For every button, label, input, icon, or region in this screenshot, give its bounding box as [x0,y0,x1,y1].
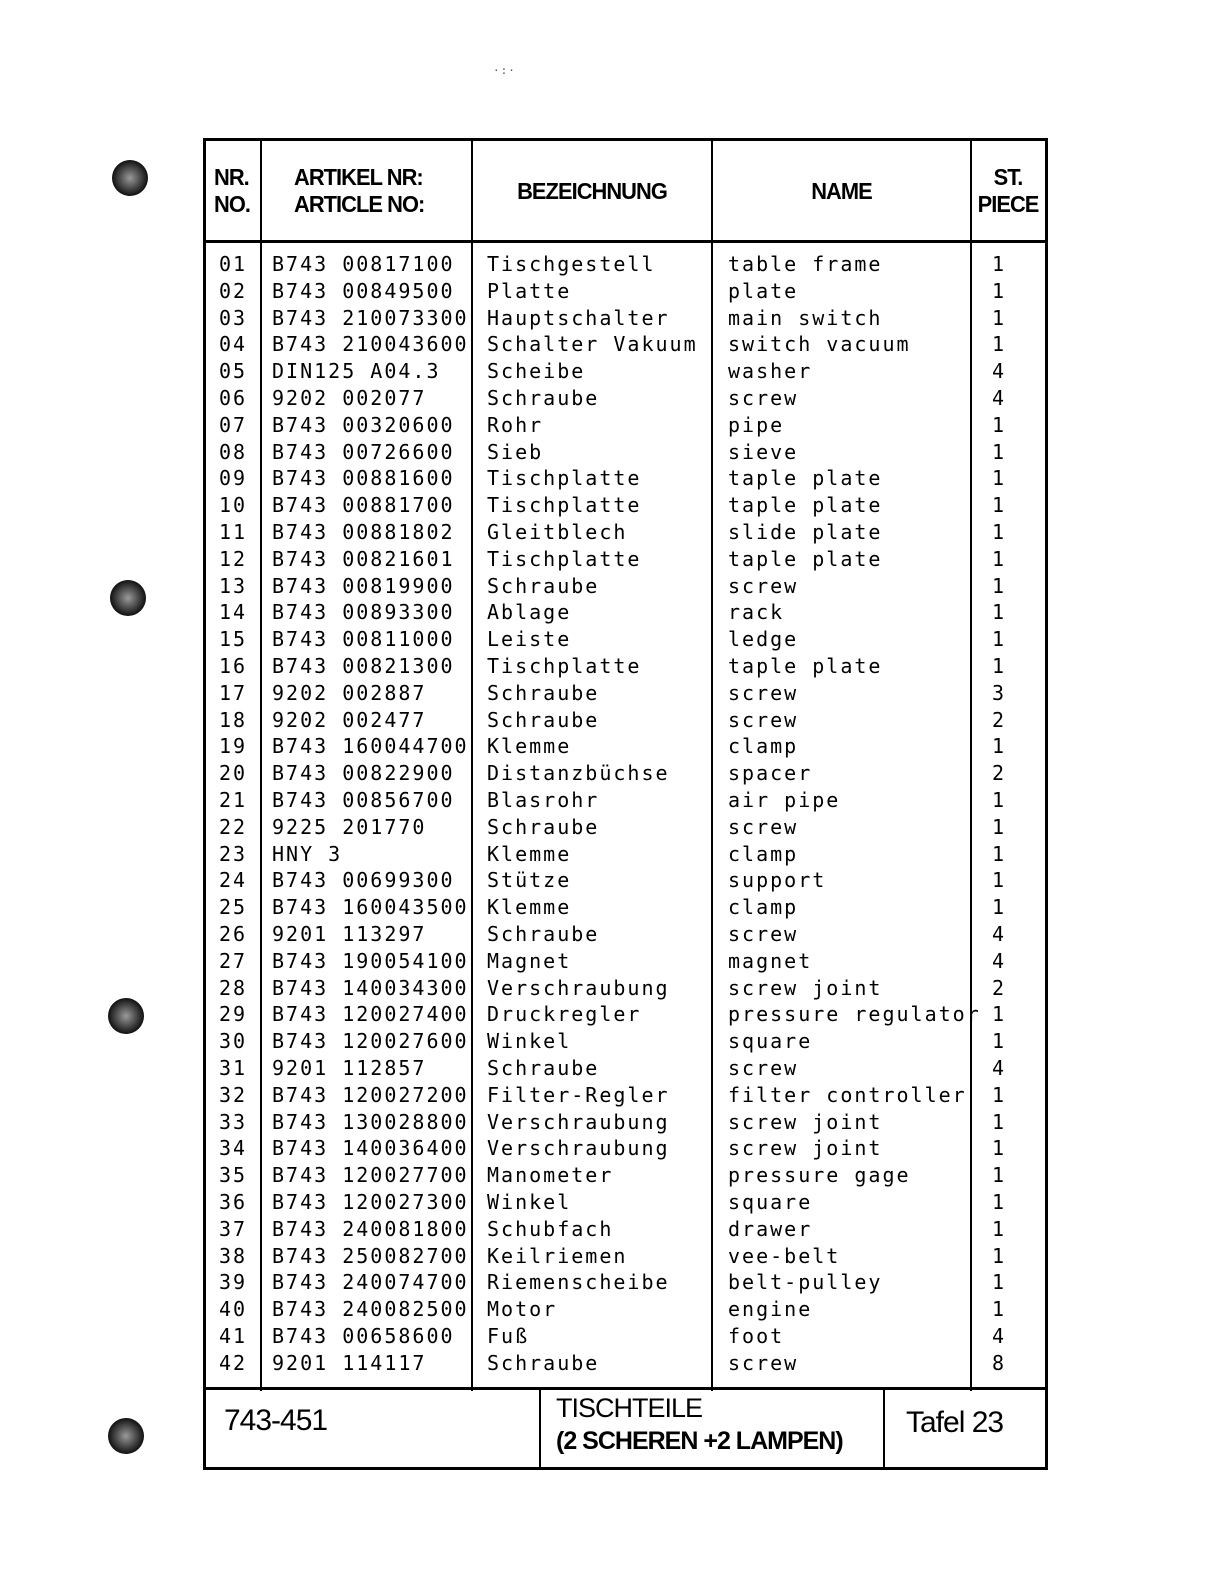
table-row [206,1296,1045,1323]
german-description: Leiste [487,627,572,652]
piece-count: 1 [992,573,1007,598]
piece-count: 8 [992,1350,1007,1375]
header-piece [974,141,1042,241]
piece-count: 1 [992,466,1007,491]
article-number: B743 00822900 [272,761,455,786]
german-description: Stütze [487,868,572,893]
header-article [294,141,460,241]
table-row [206,331,1045,358]
article-number: B743 00856700 [272,788,455,812]
table-row [206,412,1045,439]
row-number: 04 [219,332,248,357]
english-name: clamp [728,841,799,866]
piece-count: 1 [992,600,1007,625]
english-name: magnet [728,948,813,973]
header-article-line1: ARTIKEL NR: [294,164,423,190]
piece-count: 1 [992,278,1007,303]
row-number: 06 [219,386,248,410]
row-number: 27 [219,948,248,973]
table-row [206,1055,1045,1082]
article-number: 9225 201770 [272,814,427,839]
header-piece-line2: PIECE [977,191,1039,217]
row-number: 34 [219,1136,248,1161]
german-description: Schraube [487,1056,600,1080]
german-description: Filter-Regler [487,1082,670,1107]
row-number: 38 [219,1243,248,1268]
english-name: taple plate [728,654,883,678]
row-number: 33 [219,1109,248,1134]
article-number: B743 120027200 [272,1082,469,1107]
english-name: drawer [728,1216,813,1241]
table-row [206,787,1045,814]
article-number: B743 00658600 [272,1324,455,1348]
piece-count: 1 [992,493,1007,518]
table-row [206,626,1045,653]
piece-count: 1 [992,788,1007,812]
german-description: Platte [487,278,572,303]
row-number: 23 [219,841,248,866]
german-description: Tischgestell [487,252,656,276]
piece-count: 1 [992,654,1007,678]
row-number: 25 [219,895,248,920]
table-row [206,1082,1045,1109]
table-row [206,1243,1045,1270]
german-description: Distanzbüchse [487,761,670,786]
row-number: 01 [219,252,248,276]
german-description: Klemme [487,895,572,920]
piece-count: 1 [992,1297,1007,1322]
table-row [206,975,1045,1002]
punch-hole [110,580,146,616]
english-name: washer [728,359,813,384]
article-number: B743 00811000 [272,627,455,652]
table-row [206,1109,1045,1136]
article-number: B743 160044700 [272,734,469,759]
article-number: B743 00849500 [272,278,455,303]
header-piece-line1: ST. [993,164,1023,190]
english-name: clamp [728,734,799,759]
row-number: 41 [219,1324,248,1348]
piece-count: 1 [992,1029,1007,1054]
english-name: ledge [728,627,799,652]
german-description: Klemme [487,841,572,866]
german-description: Sieb [487,439,544,464]
english-name: pressure gage [728,1163,911,1188]
row-number: 36 [219,1190,248,1214]
piece-count: 1 [992,1002,1007,1027]
german-description: Schraube [487,386,600,410]
table-row [206,385,1045,412]
english-name: switch vacuum [728,332,911,357]
table-row [206,1189,1045,1216]
piece-count: 1 [992,1190,1007,1214]
row-number: 09 [219,466,248,491]
header-bezeichnung: BEZEICHNUNG [517,177,667,204]
row-number: 15 [219,627,248,652]
article-number: B743 140036400 [272,1136,469,1161]
row-number: 28 [219,975,248,1000]
sheet-subtitle: (2 SCHEREN +2 LAMPEN) [556,1427,843,1455]
row-number: 05 [219,359,248,384]
english-name: table frame [728,252,883,276]
title-block [206,1387,1045,1467]
english-name: plate [728,278,799,303]
german-description: Winkel [487,1190,572,1214]
table-row [206,707,1045,734]
english-name: taple plate [728,466,883,491]
table-row [206,1001,1045,1028]
drawing-number: 743-451 [224,1404,328,1437]
row-number: 14 [219,600,248,625]
plate-number: Tafel 23 [906,1406,1004,1439]
article-number: B743 00817100 [272,252,455,276]
english-name: screw [728,814,799,839]
german-description: Klemme [487,734,572,759]
article-number: 9201 112857 [272,1056,427,1080]
table-row [206,653,1045,680]
article-number: B743 00821601 [272,546,455,571]
english-name: pipe [728,412,785,437]
article-number: HNY 3 [272,841,343,866]
header-nr-line1: NR. [214,164,249,190]
row-number: 02 [219,278,248,303]
english-name: screw joint [728,1136,883,1161]
piece-count: 4 [992,948,1007,973]
article-number: 9201 114117 [272,1350,427,1375]
row-number: 19 [219,734,248,759]
header-article-line2: ARTICLE NO: [294,191,425,217]
english-name: taple plate [728,493,883,518]
english-name: air pipe [728,788,841,812]
row-number: 07 [219,412,248,437]
article-number: B743 00821300 [272,654,455,678]
punch-hole [112,160,148,196]
row-number: 08 [219,439,248,464]
german-description: Schraube [487,1350,600,1375]
article-number: B743 00881600 [272,466,455,491]
german-description: Keilriemen [487,1243,628,1268]
table-row [206,894,1045,921]
article-number: B743 190054100 [272,948,469,973]
article-number: B743 130028800 [272,1109,469,1134]
piece-count: 1 [992,439,1007,464]
article-number: B743 00699300 [272,868,455,893]
english-name: vee-belt [728,1243,841,1268]
piece-count: 4 [992,922,1007,946]
piece-count: 1 [992,1270,1007,1295]
german-description: Tischplatte [487,654,642,678]
row-number: 40 [219,1297,248,1322]
english-name: square [728,1029,813,1054]
german-description: Tischplatte [487,546,642,571]
row-number: 16 [219,654,248,678]
article-number: 9202 002887 [272,680,427,705]
sheet-title-main: TISCHTEILE [556,1393,703,1423]
table-row [206,948,1045,975]
row-number: 21 [219,788,248,812]
table-row [206,1216,1045,1243]
table-row [206,546,1045,573]
article-number: B743 00320600 [272,412,455,437]
english-name: slide plate [728,520,883,544]
piece-count: 2 [992,707,1007,732]
table-row [206,867,1045,894]
row-number: 18 [219,707,248,732]
piece-count: 1 [992,627,1007,652]
article-number: B743 240074700 [272,1270,469,1295]
piece-count: 1 [992,1163,1007,1188]
table-row [206,358,1045,385]
article-number: B743 120027400 [272,1002,469,1027]
piece-count: 1 [992,895,1007,920]
table-row [206,841,1045,868]
article-number: B743 00726600 [272,439,455,464]
header-nr-line2: NO. [214,191,250,217]
german-description: Schraube [487,814,600,839]
english-name: screw [728,573,799,598]
piece-count: 1 [992,868,1007,893]
german-description: Schraube [487,922,600,946]
row-number: 29 [219,1002,248,1027]
english-name: rack [728,600,785,625]
piece-count: 1 [992,332,1007,357]
table-row [206,1135,1045,1162]
parts-list-sheet [203,138,1048,1470]
article-number: B743 210073300 [272,305,469,330]
english-name: clamp [728,895,799,920]
german-description: Gleitblech [487,520,628,544]
row-number: 24 [219,868,248,893]
english-name: main switch [728,305,883,330]
table-row [206,1323,1045,1350]
article-number: B743 250082700 [272,1243,469,1268]
german-description: Verschraubung [487,975,670,1000]
english-name: foot [728,1324,785,1348]
table-row [206,251,1045,278]
english-name: square [728,1190,813,1214]
table-row [206,1269,1045,1296]
table-row [206,921,1045,948]
piece-count: 1 [992,1136,1007,1161]
scan-speck: ·:· [493,64,516,77]
german-description: Verschraubung [487,1109,670,1134]
row-number: 13 [219,573,248,598]
table-row [206,492,1045,519]
article-number: B743 120027600 [272,1029,469,1054]
german-description: Riemenscheibe [487,1270,670,1295]
article-number: B743 160043500 [272,895,469,920]
article-number: B743 240081800 [272,1216,469,1241]
table-header [206,141,1045,243]
piece-count: 1 [992,841,1007,866]
german-description: Fuß [487,1324,530,1348]
table-row [206,465,1045,492]
table-row [206,599,1045,626]
header-nr [214,141,258,241]
punch-hole [108,1418,144,1454]
piece-count: 4 [992,1324,1007,1348]
piece-count: 1 [992,305,1007,330]
german-description: Schraube [487,707,600,732]
row-number: 26 [219,922,248,946]
article-number: B743 120027700 [272,1163,469,1188]
table-row [206,1162,1045,1189]
row-number: 22 [219,814,248,839]
english-name: screw [728,680,799,705]
table-row [206,278,1045,305]
german-description: Verschraubung [487,1136,670,1161]
german-description: Hauptschalter [487,305,670,330]
german-description: Scheibe [487,359,586,384]
german-description: Blasrohr [487,788,600,812]
piece-count: 1 [992,1243,1007,1268]
english-name: taple plate [728,546,883,571]
english-name: support [728,868,827,893]
english-name: screw [728,922,799,946]
piece-count: 1 [992,546,1007,571]
piece-count: 2 [992,975,1007,1000]
table-row [206,733,1045,760]
german-description: Tischplatte [487,466,642,491]
table-row [206,814,1045,841]
table-row [206,305,1045,332]
english-name: filter controller [728,1082,967,1107]
german-description: Manometer [487,1163,614,1188]
piece-count: 1 [992,814,1007,839]
piece-count: 1 [992,520,1007,544]
german-description: Rohr [487,412,544,437]
german-description: Schraube [487,680,600,705]
german-description: Motor [487,1297,558,1322]
piece-count: 1 [992,412,1007,437]
german-description: Tischplatte [487,493,642,518]
article-number: B743 00881802 [272,520,455,544]
piece-count: 4 [992,1056,1007,1080]
piece-count: 1 [992,1109,1007,1134]
piece-count: 3 [992,680,1007,705]
row-number: 37 [219,1216,248,1241]
german-description: Winkel [487,1029,572,1054]
table-row [206,1350,1045,1377]
row-number: 12 [219,546,248,571]
table-row [206,1028,1045,1055]
article-number: B743 120027300 [272,1190,469,1214]
german-description: Schubfach [487,1216,614,1241]
article-number: B743 00881700 [272,493,455,518]
piece-count: 1 [992,734,1007,759]
row-number: 10 [219,493,248,518]
article-number: B743 210043600 [272,332,469,357]
article-number: 9202 002077 [272,386,427,410]
row-number: 20 [219,761,248,786]
german-description: Schraube [487,573,600,598]
sheet-title [556,1392,843,1458]
english-name: engine [728,1297,813,1322]
german-description: Schalter Vakuum [487,332,698,357]
german-description: Druckregler [487,1002,642,1027]
table-row [206,439,1045,466]
article-number: B743 240082500 [272,1297,469,1322]
row-number: 11 [219,520,248,544]
piece-count: 2 [992,761,1007,786]
table-row [206,573,1045,600]
english-name: belt-pulley [728,1270,883,1295]
english-name: sieve [728,439,799,464]
table-row [206,519,1045,546]
row-number: 32 [219,1082,248,1107]
row-number: 17 [219,680,248,705]
german-description: Ablage [487,600,572,625]
article-number: B743 140034300 [272,975,469,1000]
parts-table-body [206,243,1045,1393]
row-number: 31 [219,1056,248,1080]
english-name: screw [728,1350,799,1375]
row-number: 39 [219,1270,248,1295]
table-row [206,760,1045,787]
english-name: screw [728,386,799,410]
header-name: NAME [811,177,872,204]
piece-count: 4 [992,359,1007,384]
article-number: 9201 113297 [272,922,427,946]
article-number: B743 00893300 [272,600,455,625]
piece-count: 1 [992,1082,1007,1107]
article-number: 9202 002477 [272,707,427,732]
piece-count: 1 [992,1216,1007,1241]
row-number: 30 [219,1029,248,1054]
row-number: 35 [219,1163,248,1188]
table-row [206,680,1045,707]
english-name: screw [728,707,799,732]
row-number: 42 [219,1350,248,1375]
article-number: DIN125 A04.3 [272,359,441,384]
english-name: screw joint [728,1109,883,1134]
english-name: pressure regulator [728,1002,981,1027]
article-number: B743 00819900 [272,573,455,598]
english-name: spacer [728,761,813,786]
english-name: screw [728,1056,799,1080]
german-description: Magnet [487,948,572,973]
piece-count: 1 [992,252,1007,276]
piece-count: 4 [992,386,1007,410]
row-number: 03 [219,305,248,330]
english-name: screw joint [728,975,883,1000]
punch-hole [108,998,144,1034]
